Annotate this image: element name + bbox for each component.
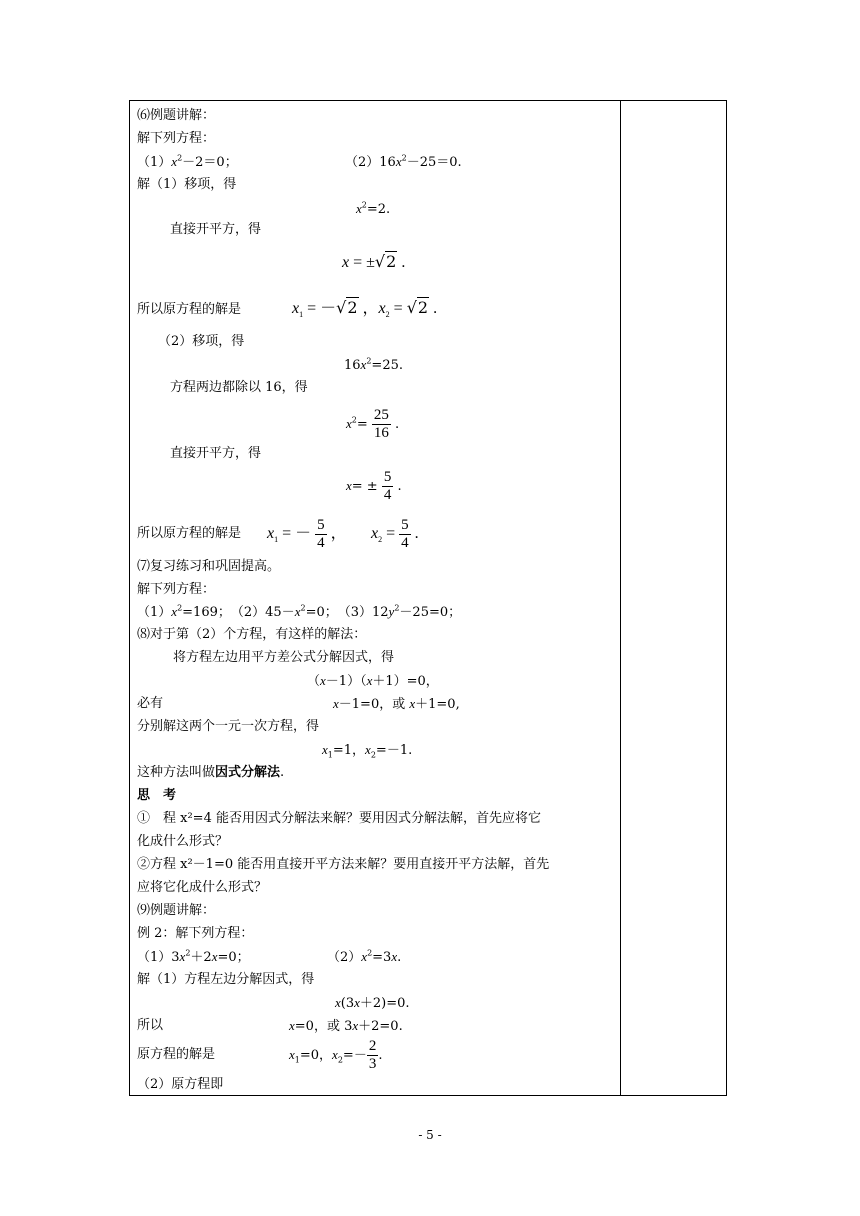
section-6-heading: ⑹例题讲解：: [137, 108, 216, 123]
solution-2-result: 所以原方程的解是 $x_1$ = － $\frac{5}{4}$ ， $x_2$ = $\frac{5}{4}$ .: [137, 516, 419, 551]
factored-equation: （x－1）（x＋1）=0，: [307, 673, 439, 689]
example-2-part-2: （2）原方程即: [137, 1077, 224, 1092]
equation-x2-eq-2: $x^2=2$.: [356, 200, 391, 217]
example-2-result: 原方程的解是 $x_1=0$，$x_2=-$ $\frac{2}{3}$ .: [137, 1038, 383, 1072]
equation-x2-frac: $x^2=$ $\frac{25}{16}$ .: [346, 407, 400, 441]
example-2-heading: 例 2：解下列方程：: [137, 926, 254, 941]
method-definition: 这种方法叫做因式分解法.: [137, 765, 285, 780]
so-line: 所以 x=0，或 3x＋2=0.: [137, 1018, 403, 1034]
question-2-line-2: 应将它化成什么形式？: [137, 880, 268, 895]
solution-2-step-3: 直接开平方，得: [170, 446, 262, 461]
solution-2-step-1: （2）移项，得: [158, 334, 245, 349]
practice-equations: $(1)x^2=169$； $(2)45-x^2=0$； $(3)12y^2-25=0$；: [137, 603, 462, 620]
factor-step-text: 将方程左边用平方差公式分解因式，得: [173, 650, 395, 665]
example-2-factored: x(3x＋2)=0.: [335, 995, 410, 1011]
question-1-line-1: ① 程 x²=4 能否用因式分解法来解？要用因式分解法解，首先应将它: [137, 811, 541, 826]
page-number: - 5 -: [418, 1128, 442, 1142]
solve-linear-text: 分别解这两个一元一次方程，得: [137, 719, 320, 734]
task-line: 解下列方程：: [137, 131, 216, 146]
must-have-line: 必有 x－1=0，或 x＋1=0,: [137, 696, 460, 712]
solution-1-step-2: 直接开平方，得: [170, 222, 262, 237]
task-line: 解下列方程：: [137, 582, 216, 597]
roots-line: $x_1=1$，$x_2=-1$.: [322, 742, 413, 760]
equations-line-1: $(1)x^2-2=0$； $(2)16x^2-25=0$.: [137, 153, 462, 170]
equation-x-pm-sqrt2: x = ±√2 .: [342, 252, 406, 271]
equation-16x2-eq-25: $16x^2=25$.: [344, 356, 403, 373]
section-7-heading: ⑺复习练习和巩固提高。: [137, 559, 281, 574]
think-heading: 思 考: [137, 788, 177, 803]
section-9-heading: ⑼例题讲解：: [137, 903, 216, 918]
lesson-table: [129, 100, 727, 1096]
section-8-heading: ⑻对于第（2）个方程，有这样的解法：: [137, 627, 367, 642]
example-2-equations: $(1)3x^2+2x=0$； $(2)x^2=3x$.: [137, 948, 402, 965]
example-2-solution-step: 解（1）方程左边分解因式，得: [137, 972, 315, 987]
equation-x-pm-frac: x= ± $\frac{5}{4}$ .: [346, 469, 402, 503]
question-1-line-2: 化成什么形式？: [137, 834, 229, 849]
table-column-divider: [620, 100, 621, 1096]
solution-1-step-1: 解（1）移项，得: [137, 177, 237, 192]
solution-1-result: 所以原方程的解是 $x_1 = -√2$ ，$x_2 = √2$ .: [137, 298, 438, 320]
solution-2-step-2: 方程两边都除以 16，得: [170, 380, 308, 395]
question-2-line-1: ②方程 x²－1=0 能否用直接开平方法来解？要用直接开平方法解，首先: [137, 857, 550, 872]
